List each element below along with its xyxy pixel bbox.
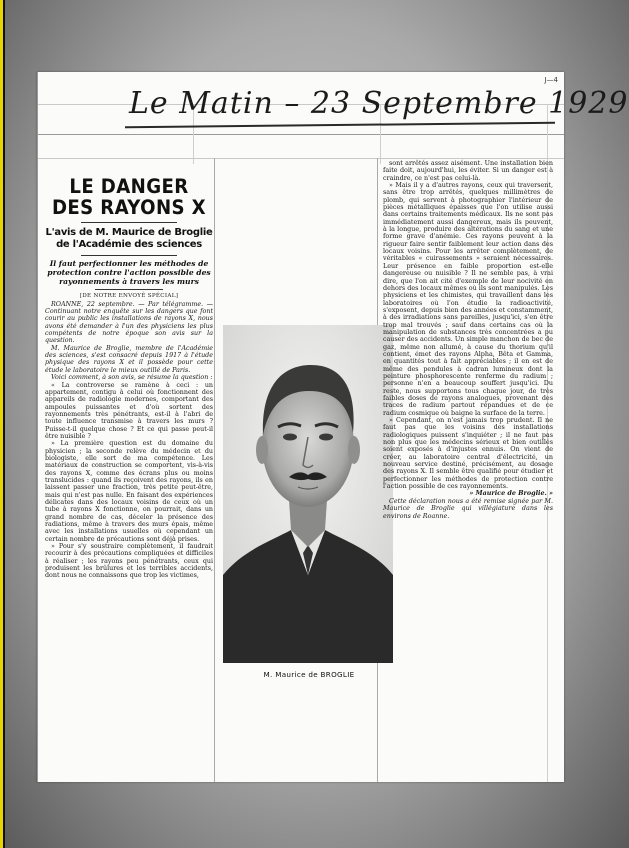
paragraph: » La première question est du domaine du physicien ; la seconde relève du médecin et du biologiste, elle sort de ma compétence. Les matériaux de construction se comportent, vis-à-vis des rayons X, comme des écrans plus ou moins translucides : quand ils reçoivent des rayons, ils en laissent passer une fraction, très petite peut-être, mais qui n'est pas nulle. En faisant des expériences délicates dans des locaux voisins de ceux où un tube à rayons X fonctionne, on pourrait, dans un grand nombre de cas, déceler la présence des radiations, même à travers des murs épais, même avec les installations usuelles où cependant un certain nombre de précautions sont déjà prises. xyxy=(45,440,213,543)
signature: » Maurice de Broglie. » xyxy=(469,489,553,498)
separator xyxy=(95,289,163,290)
frame-edge-dark xyxy=(3,0,5,848)
paragraph: » Cependant, on n'est jamais trop prudent. Il ne faut pas que les voisins des installations radiologiques puissent s'inquiéter ; il ne faut pas non plus que les médecins sérieux et bien outillés soient exposés à d'injustes ennuis. On vient de créer, au laboratoire central d'électricité, un nouveau service destiné, précisément, au dosage des rayons X. Il semble être qualifié pour étudier et perfectionner les méthodes de protection contre l'action possible de ces rayonnements. xyxy=(383,416,553,491)
paragraph: Voici comment, à son avis, se résume la question : xyxy=(51,374,213,382)
paragraph: « La controverse se ramène à ceci : un appartement, contigu à celui où fonctionnent des appareils de radiologie modernes, comportant des ampoules puissantes et d'où sortent des rayonnements très pénétrants, est-il à l'abri de toute influence transmise à travers les murs ? Puisse-t-il quelque chose ? Et ce qui passe peut-il être nuisible ? xyxy=(45,381,213,440)
dateline: [DE NOTRE ENVOYÉ SPÉCIAL] xyxy=(79,293,179,300)
separator xyxy=(81,222,177,223)
paragraph: » Pour s'y soustraire complètement, il faudrait recourir à des précautions compliquées et difficiles à réaliser ; les rayons peu pénétrants, ceux qui produisent les brûlures et les terribles accidents, dont nous ne connaissons que trop les victimes, xyxy=(45,543,213,580)
separator xyxy=(81,255,177,256)
headline-line-1: LE DANGER xyxy=(69,175,189,198)
paragraph: sont arrêtés assez aisément. Une installation bien faite doit, aujourd'hui, les éviter. Si un danger est à craindre, ce n'est pas celui-là. xyxy=(383,159,553,182)
article-body-left xyxy=(45,293,213,579)
paragraph: M. Maurice de Broglie, membre de l'Académie des sciences, s'est consacré depuis 1917 à l'étude physique des rayons X et il possède pour cette étude le laboratoire le mieux outillé de Paris. xyxy=(45,344,213,374)
article-left-column xyxy=(45,176,213,580)
paragraph: ROANNE, 22 septembre. — Par télégramme. — Continuant notre enquête sur les dangers que font courir au public les installations de rayons X, nous avons été demander à l'un des physiciens les plus compétents de notre époque son avis sur la question. xyxy=(45,300,213,345)
closing-note: Cette déclaration nous a été remise signée par M. Maurice de Broglie qui villégiature dans les environs de Roanne. xyxy=(383,496,553,520)
handwritten-title: Le Matin – 23 Septembre 1929 xyxy=(129,86,629,121)
newspaper-clipping xyxy=(37,72,629,782)
article-right-column xyxy=(383,160,553,520)
headline-line-2: DES RAYONS X xyxy=(51,196,206,219)
portrait-photo xyxy=(223,325,393,663)
subheadline: L'avis de M. Maurice de Broglie de l'Académie des sciences xyxy=(45,227,213,250)
portrait-illustration xyxy=(223,325,393,663)
photo-caption: M. Maurice de BROGLIE xyxy=(263,670,355,679)
page-number: J—4 xyxy=(544,76,558,84)
ledger-rule xyxy=(37,72,38,782)
column-rule xyxy=(214,158,215,782)
paragraph: » Mais il y a d'autres rayons, ceux qui traversent, sans être trop arrêtés, quelques millimètres de plomb, qui servent à photographier l'intérieur de pièces métalliques épaisses que l'on utilise aussi dans certains traitements médicaux. Ils ne sont pas immédiatement aussi dangereux, mais ils peuvent, à la longue, produire des altérations du sang et une forme grave d'anémie. Ces rayons peuvent à la rigueur faire sentir faiblement leur action dans des locaux voisins. Pour les arrêter complètement, de véritables « cuirassements » seraient nécessaires. Leur présence en faible proportion est-elle dangereuse ou nuisible ? Il ne semble pas, à vrai dire, que l'on ait cité d'exemple de leur nocivité en dehors des locaux mêmes où ils sont manipulés. Les physiciens et les chimistes, qui travaillent dans les laboratoires où l'on étudie la radioactivité, s'exposent, depuis bien des années et constamment, à des irradiations sans pareilles, jusqu'ici, s'en être trop mal trouvés ; sauf dans certains cas où la manipulation de substances très concentrées a pu causer des accidents. Un simple manchon de bec de gaz, même non allumé, à cause du thorium qu'il contient, émet des rayons Alpha, Bêta et Gamma, en quantités tout à fait appréciables ; il en est de même des pendules à cadran lumineux dont la peinture phosphorescente renferme du radium ; personne n'en a beaucoup souffert jusqu'ici. Du reste, nous supportons tous chaque jour, de très faibles doses de rayons analogues, provenant des traces de radium partout répandues et de ce radium cosmique où baigne la surface de la terre. xyxy=(383,181,553,417)
headline xyxy=(51,176,207,218)
summary-deck: Il faut perfectionner les méthodes de protection contre l'action possible des rayonnements à travers les murs xyxy=(47,259,211,286)
article-body-right xyxy=(383,160,553,520)
ledger-rule xyxy=(37,134,564,135)
